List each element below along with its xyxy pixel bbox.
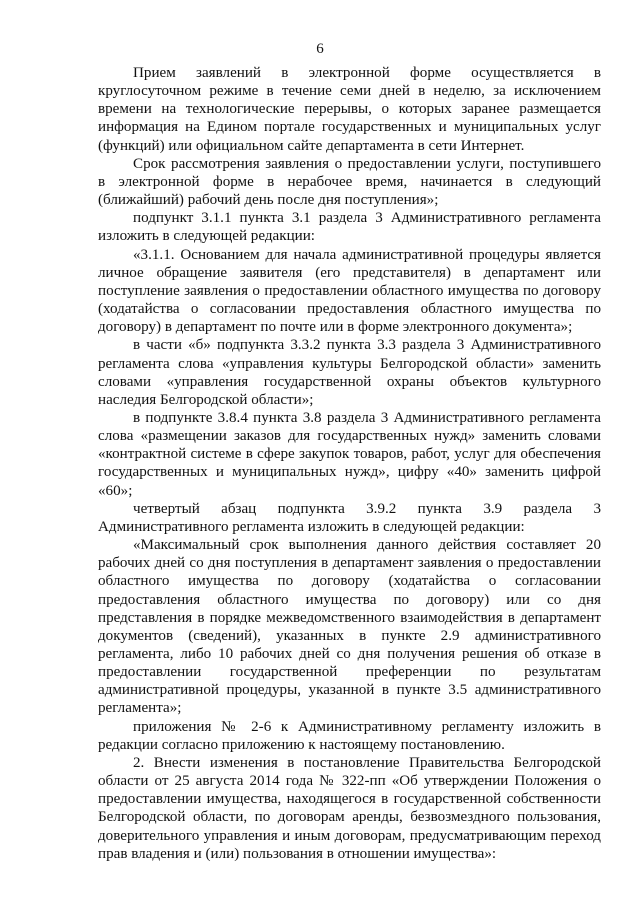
paragraph-appendices: приложения № 2-6 к Административному регламенту изложить в редакции согласно приложению к настоящему постановлению. (98, 718, 601, 753)
paragraph-subclause-3-9-2-intro: четвертый абзац подпункта 3.9.2 пункта 3.9 раздела 3 Административного регламента изложить в следующей редакции: (98, 500, 601, 535)
paragraph-review-period: Срок рассмотрения заявления о предоставлении услуги, поступившего в электронной форме в нерабочее время, начинается в следующий (ближайший) рабочий день после дня поступления»; (98, 155, 601, 209)
page-number: 6 (316, 41, 324, 57)
paragraph-section-2: 2. Внести изменения в постановление Правительства Белгородской области от 25 августа 2014 года № 322-пп «Об утверждении Положения о предоставлении имущества, находящегося в государственной собственности Белгородской области, по договорам аренды, безвозмездного пользования, доверительного управления и иным договорам, предусматривающим переход прав владения и (или) пользования в отношении имущества»: (98, 754, 601, 862)
paragraph-subclause-3-1-1-text: «3.1.1. Основанием для начала административной процедуры является личное обращение заявителя (его представителя) в департамент или поступление заявления о предоставлении областного имущества по договору (ходатайства о согласовании предоставления областного имущества по договору) в департамент по почте или в форме электронного документа»; (98, 246, 601, 336)
paragraph-subclause-3-9-2-text: «Максимальный срок выполнения данного действия составляет 20 рабочих дней со дня поступления в департамент заявления о предоставлении областного имущества по договору (ходатайства о согласовании предоставления областного имущества по договору) или со дня представления в порядке межведомственного взаимодействия в департамент документов (сведений), указанных в пункте 2.9 административного регламента, либо 10 рабочих дней со дня получения решения об отказе в предоставлении государственной преференции по результатам административной процедуры, указанной в пункте 3.5 административного регламента»; (98, 537, 601, 717)
paragraph-electronic-reception: Прием заявлений в электронной форме осуществляется в круглосуточном режиме в течение семи дней в неделю, за исключением времени на технологические перерывы, о которых заранее размещается информация на Едином портале государственных и муниципальных услуг (функций) или официальном сайте департамента в сети Интернет. (98, 65, 601, 154)
paragraph-subclause-3-1-1-intro: подпункт 3.1.1 пункта 3.1 раздела 3 Административного регламента изложить в следующей редакции: (98, 210, 601, 245)
paragraph-subclause-3-8-4: в подпункте 3.8.4 пункта 3.8 раздела 3 Административного регламента слова «размещении заказов для государственных нужд» заменить словами «контрактной системе в сфере закупок товаров, работ, услуг для обеспечения государственных и муниципальных нужд», цифру «40» заменить цифрой «60»; (98, 409, 601, 499)
paragraph-subclause-3-3-2: в части «б» подпункта 3.3.2 пункта 3.3 раздела 3 Административного регламента слова «управления культуры Белгородской области» заменить словами «управления государственной охраны объектов культурного наследия Белгородской области»; (98, 337, 601, 408)
document-body (98, 64, 601, 863)
